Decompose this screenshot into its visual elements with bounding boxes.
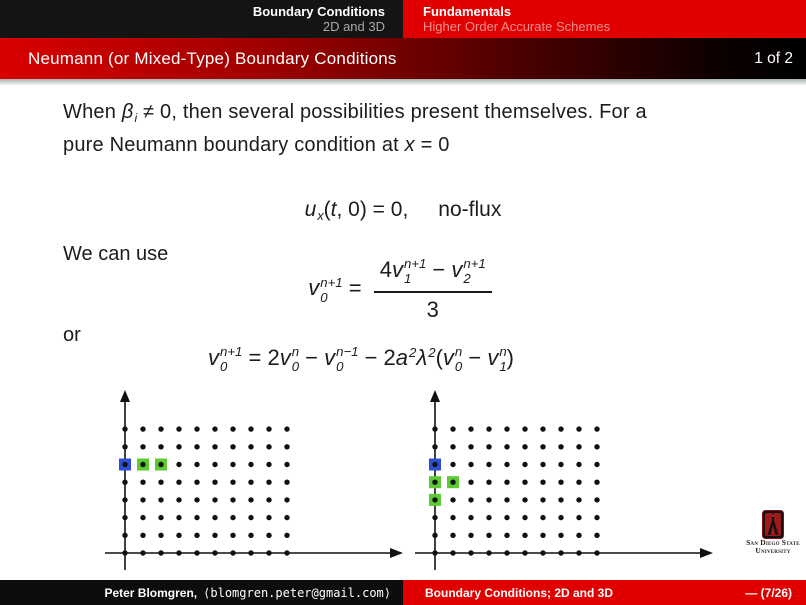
header-section-left — [0, 0, 403, 38]
footer-author-section — [0, 580, 403, 605]
text-we-can-use: We can use — [63, 243, 169, 265]
equation-no-flux: ux(t, 0) = 0, no-flux — [304, 198, 502, 223]
footer-page-number: — (7/26) — [745, 585, 792, 600]
footer-bar — [0, 580, 806, 605]
header-section-right — [403, 0, 806, 38]
university-name-line-2: University — [755, 546, 791, 555]
university-emblem-icon — [762, 510, 784, 539]
equation-one-sided-difference: v n+1 0 = 4v n+1 1 − v n+1 2 3 — [0, 256, 806, 323]
body-text-line-2: pure Neumann boundary condition at x = 0 — [63, 134, 450, 156]
university-logo — [742, 510, 804, 555]
header-subsection-name: Higher Order Accurate Schemes — [423, 19, 611, 34]
university-name-line-1: San Diego State — [746, 538, 800, 547]
equation-ghost-point-update: v n+1 0 = 2v n 0 − v n−1 0 − $2a^2\lambda^2(v$ n 0 − v n 1 ) — [208, 344, 514, 375]
body-text-line-1: When βi ≠ 0, then several possibilities present themselves. For a — [63, 101, 647, 125]
titlebar-shadow — [0, 79, 806, 86]
frame-title-bar — [0, 38, 806, 79]
header-course-title: Boundary Conditions — [252, 4, 385, 19]
frame-title: Neumann (or Mixed-Type) Boundary Conditions — [28, 48, 397, 68]
header-section-name: Fundamentals — [423, 4, 512, 19]
footer-short-title: Boundary Conditions; 2D and 3D — [425, 585, 614, 600]
text-or: or — [63, 324, 81, 346]
header-bar — [0, 0, 806, 38]
stencil-figure-left — [95, 389, 405, 579]
footer-author-email: ⟨blomgren.peter@gmail.com⟩ — [203, 585, 391, 600]
frame-page-indicator: 1 of 2 — [754, 49, 793, 67]
footer-author-name: Peter Blomgren, — [104, 585, 198, 600]
footer-title-section — [403, 580, 806, 605]
header-course-subtitle: 2D and 3D — [322, 19, 385, 34]
stencil-figure-right — [405, 389, 715, 579]
